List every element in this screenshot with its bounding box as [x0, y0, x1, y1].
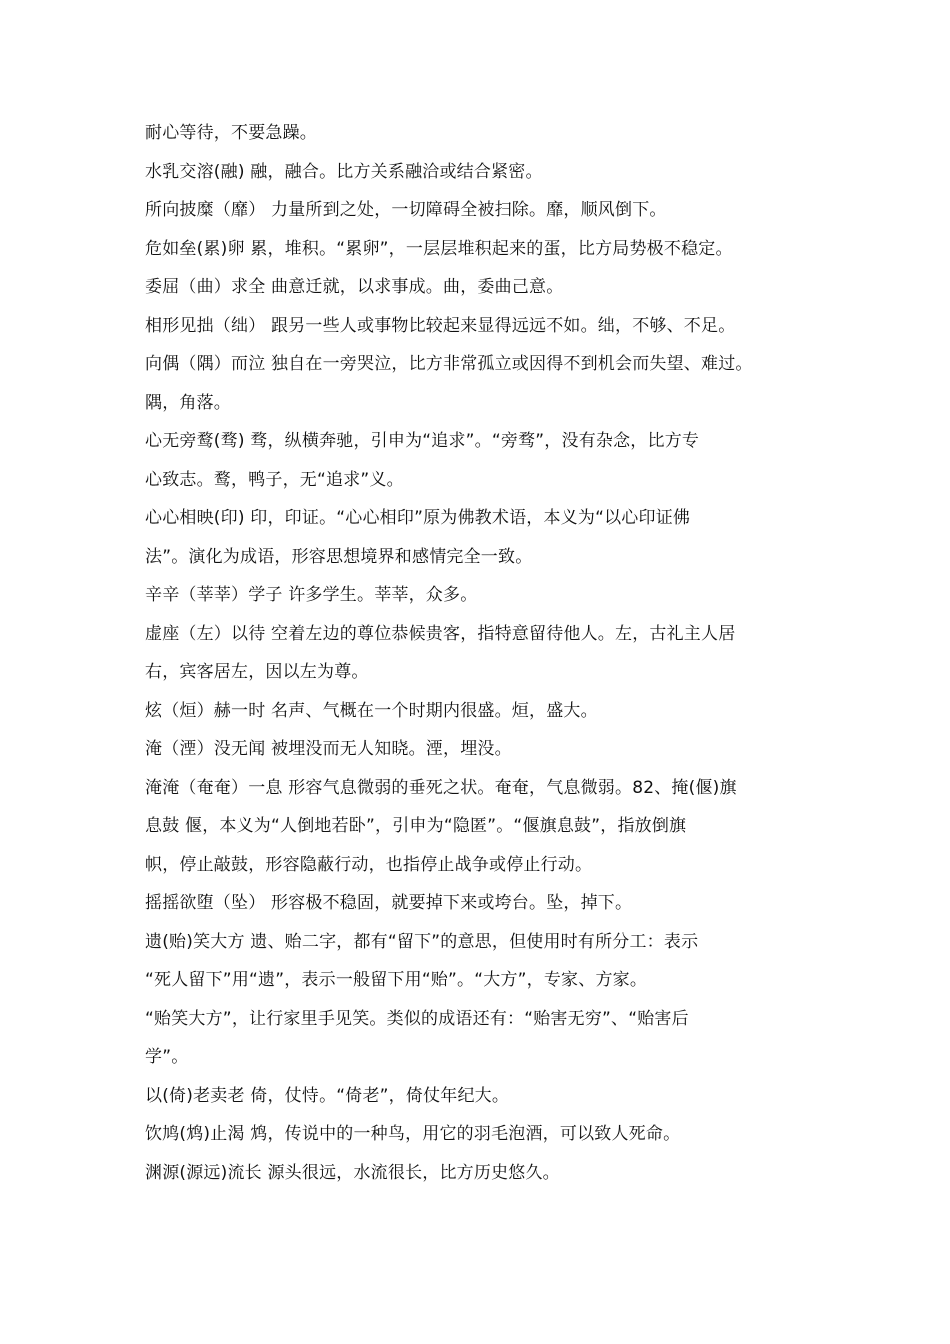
text-line: 委屈（曲）求全 曲意迁就，以求事成。曲，委曲己意。	[145, 277, 564, 297]
text-line: 息鼓 偃，本义为“人倒地若卧”，引申为“隐匿”。“偃旗息鼓”，指放倒旗	[145, 816, 687, 836]
text-line: 法”。演化为成语，形容思想境界和感情完全一致。	[145, 546, 533, 567]
text-line: 向偶（隅）而泣 独自在一旁哭泣，比方非常孤立或因得不到机会而失望、难过。	[145, 354, 753, 374]
text-line: 帜，停止敲鼓，形容隐蔽行动，也指停止战争或停止行动。	[145, 854, 593, 875]
text-line: 以(倚)老卖老 倚，仗恃。“倚老”，倚仗年纪大。	[145, 1085, 510, 1106]
text-line: 学”。	[145, 1047, 189, 1067]
text-line: 耐心等待，不要急躁。	[145, 123, 317, 143]
text-line: 相形见拙（绌） 跟另一些人或事物比较起来显得远远不如。绌，不够、不足。	[145, 315, 736, 336]
text-line: 炫（烜）赫一时 名声、气概在一个时期内很盛。烜，盛大。	[145, 700, 598, 721]
text-line: 辛辛（莘莘）学子 许多学生。莘莘，众多。	[145, 585, 478, 605]
text-line: 危如垒(累)卵 累，堆积。“累卵”，一层层堆积起来的蛋，比方局势极不稳定。	[145, 238, 733, 259]
document-body	[145, 114, 825, 1192]
text-line: 所向披糜（靡） 力量所到之处，一切障碍全被扫除。靡，顺风倒下。	[145, 200, 667, 220]
text-line: 淹淹（奄奄）一息 形容气息微弱的垂死之状。奄奄，气息微弱。82、掩(偃)旗	[145, 777, 737, 798]
text-line: 遗(贻)笑大方 遗、贻二字，都有“留下”的意思，但使用时有所分工：表示	[145, 931, 699, 952]
text-line: 摇摇欲堕（坠） 形容极不稳固，就要掉下来或垮台。坠，掉下。	[145, 893, 633, 913]
text-line: 饮鸠(鸩)止渴 鸩，传说中的一种鸟，用它的羽毛泡酒，可以致人死命。	[145, 1124, 681, 1144]
text-line: 心无旁鹜(骛) 骛，纵横奔驰，引申为“追求”。“旁骛”，没有杂念，比方专	[145, 431, 700, 451]
text-line: 虚座（左）以待 空着左边的尊位恭候贵客，指特意留待他人。左，古礼主人居	[145, 623, 736, 644]
text-line: 隅，角落。	[145, 392, 231, 413]
text-line: “贻笑大方”，让行家里手见笑。类似的成语还有：“贻害无穷”、“贻害后	[145, 1008, 689, 1029]
text-line: 淹（湮）没无闻 被埋没而无人知晓。湮，埋没。	[145, 739, 512, 759]
text-line: 心心相映(印) 印，印证。“心心相印”原为佛教术语，本义为“以心印证佛	[145, 508, 691, 528]
text-line: 心致志。鹜，鸭子，无“追求”义。	[145, 469, 404, 490]
text-line: 水乳交溶(融) 融，融合。比方关系融洽或结合紧密。	[145, 161, 543, 182]
text-line: 右，宾客居左，因以左为尊。	[145, 662, 369, 682]
text-line: “死人留下”用“遗”，表示一般留下用“贻”。“大方”，专家、方家。	[145, 970, 648, 990]
text-line: 渊源(源远)流长 源头很远，水流很长，比方历史悠久。	[145, 1162, 560, 1183]
